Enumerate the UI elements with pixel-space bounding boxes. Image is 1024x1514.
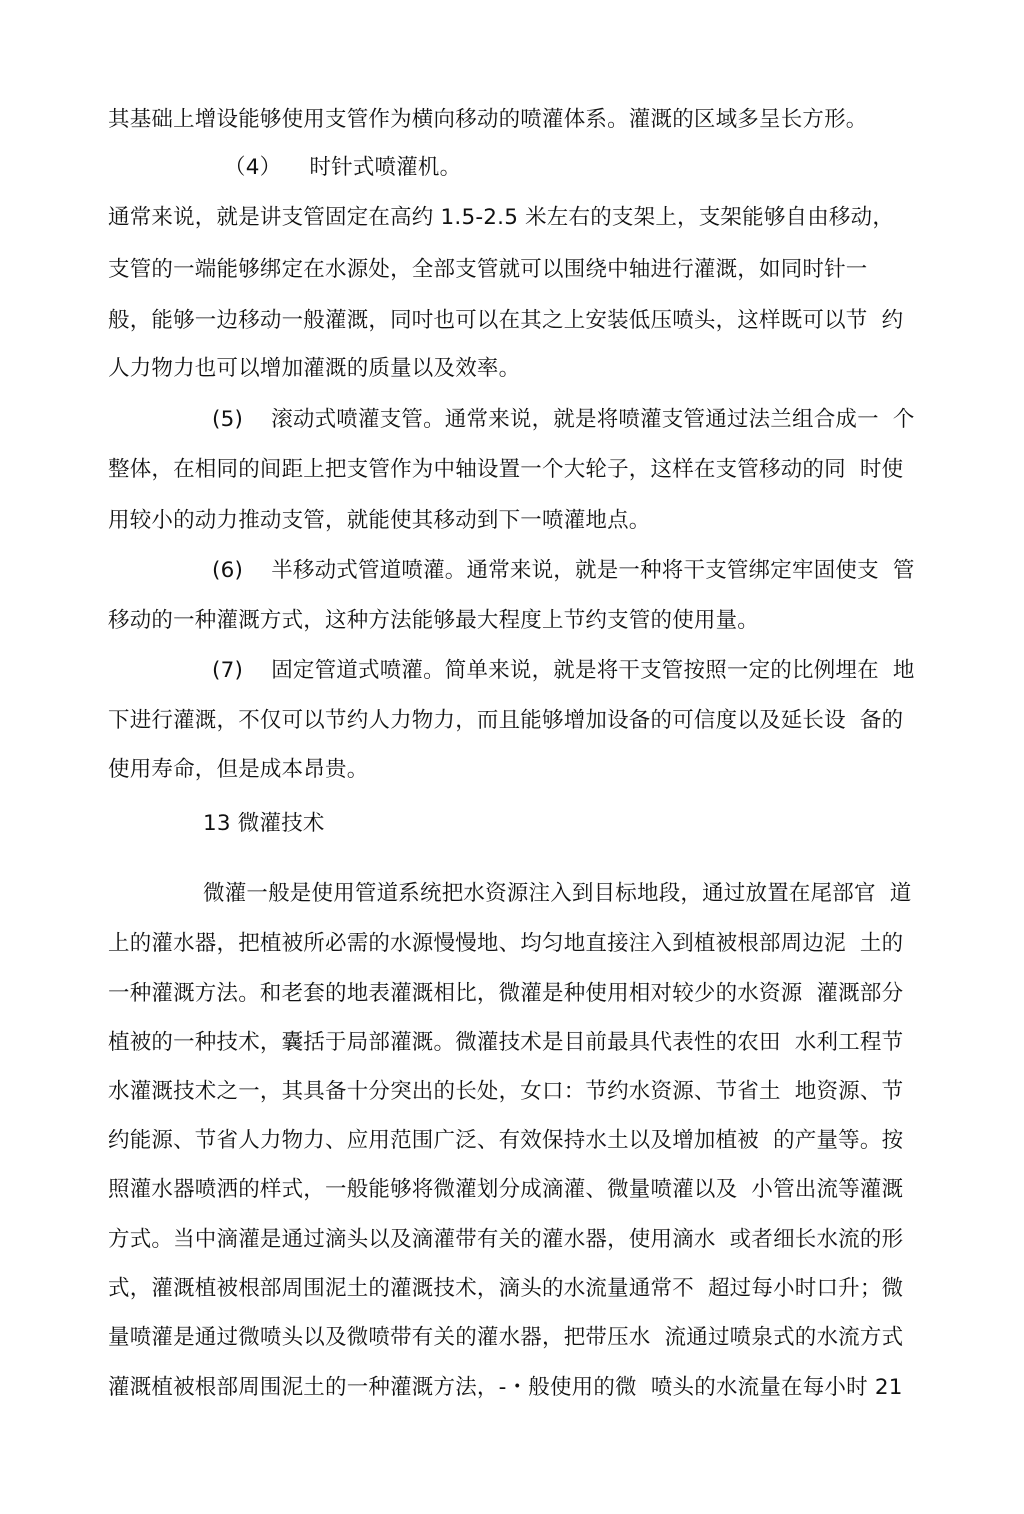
- text-line: 灌溉植被根部周围泥土的一种灌溉方法，-・般使用的微 喷头的水流量在每小时 21: [108, 1375, 903, 1400]
- section-title: 13 微灌技术: [203, 811, 325, 836]
- text-line: 支管的一端能够绑定在水源处，全部支管就可以围绕中轴进行灌溉，如同时针一: [108, 257, 868, 282]
- section-heading-7: (7) 固定管道式喷灌。简单来说，就是将干支管按照一定的比例埋在 地: [212, 658, 915, 683]
- text-line: 般，能够一边移动一般灌溉，同吋也可以在其之上安装低压喷头，这样既可以节 约: [108, 308, 904, 333]
- section-heading-5: (5) 滚动式喷灌支管。通常来说，就是将喷灌支管通过法兰组合成一 个: [212, 407, 915, 432]
- text-line: 移动的一种灌溉方式，这种方法能够最大程度上节约支管的使用量。: [108, 608, 760, 633]
- section-heading-6: (6) 半移动式管道喷灌。通常来说，就是一种将干支管绑定牢固使支 管: [212, 558, 915, 583]
- text-line: 微灌一般是使用管道系统把水资源注入到目标地段，通过放置在尾部官 道: [203, 881, 912, 906]
- text-line: 植被的一种技术，囊括于局部灌溉。微灌技术是目前最具代表性的农田 水利工程节: [108, 1030, 904, 1055]
- text-line: 下进行灌溉，不仅可以节约人力物力，而且能够增加设备的可信度以及延长设 备的: [108, 708, 904, 733]
- text-line: 其基础上增设能够使用支管作为横向移动的喷灌体系。灌溉的区域多呈长方形。: [108, 107, 868, 132]
- text-line: 一种灌溉方法。和老套的地表灌溉相比，微灌是种使用相对较少的水资源 灌溉部分: [108, 981, 904, 1006]
- text-line: 用较小的动力推动支管，就能使其移动到下一喷灌地点。: [108, 508, 651, 533]
- text-line: 约能源、节省人力物力、应用范围广泛、有效保持水土以及增加植被 的产量等。按: [108, 1128, 904, 1153]
- text-line: 通常来说，就是讲支管固定在高约 1.5-2.5 米左右的支架上，支架能够自由移动，: [108, 205, 895, 230]
- section-heading-4: （4） 时针式喷灌机。: [224, 155, 462, 180]
- text-line: 上的灌水器，把植被所必需的水源慢慢地、均匀地直接注入到植被根部周边泥 土的: [108, 931, 904, 956]
- text-line: 方式。当中滴灌是通过滴头以及滴灌带有关的灌水器，使用滴水 或者细长水流的形: [108, 1227, 904, 1252]
- text-line: 人力物力也可以增加灌溉的质量以及效率。: [108, 356, 521, 381]
- text-line: 使用寿命，但是成本昂贵。: [108, 757, 369, 782]
- text-line: 照灌水器喷洒的样式，一般能够将微灌划分成滴灌、微量喷灌以及 小管出流等灌溉: [108, 1177, 904, 1202]
- text-line: 量喷灌是通过微喷头以及微喷带有关的灌水器，把带压水 流通过喷泉式的水流方式: [108, 1325, 904, 1350]
- text-line: 式，灌溉植被根部周围泥土的灌溉技术，滴头的水流量通常不 超过每小时口升；微: [108, 1276, 904, 1301]
- text-line: 整体，在相同的间距上把支管作为中轴设置一个大轮子，这样在支管移动的同 时使: [108, 457, 904, 482]
- text-line: 水灌溉技术之一，其具备十分突出的长处，女口：节约水资源、节省土 地资源、节: [108, 1079, 904, 1104]
